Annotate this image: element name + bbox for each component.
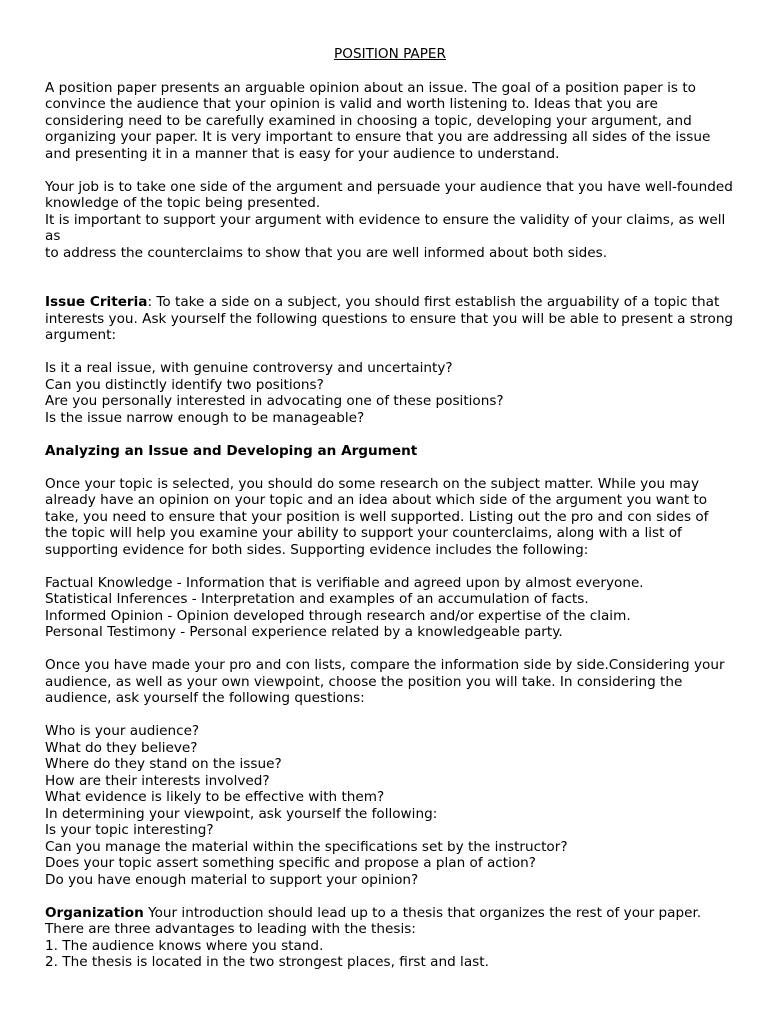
list-item: Are you personally interested in advocating one of these positions? — [45, 393, 504, 409]
list-item: Statistical Inferences - Interpretation and examples of an accumulation of facts. — [45, 591, 589, 607]
list-item: 2. The thesis is located in the two strongest places, first and last. — [45, 954, 489, 970]
list-item: In determining your viewpoint, ask yourself the following: — [45, 805, 438, 822]
organization-heading: Organization — [45, 904, 144, 921]
list-item: Can you distinctly identify two positions? — [45, 376, 324, 393]
list-item: 1. The audience knows where you stand. — [45, 937, 324, 954]
list-item: Factual Knowledge - Information that is verifiable and agreed upon by almost everyone. — [45, 574, 644, 591]
list-item: What do they believe? — [45, 739, 198, 756]
list-item: Where do they stand on the issue? — [45, 756, 282, 772]
list-item: Is it a real issue, with genuine controversy and uncertainty? — [45, 360, 453, 376]
support-line-1: It is important to support your argument with evidence to ensure the validity of your claims, as well as — [45, 211, 726, 244]
analyzing-paragraph: Once your topic is selected, you should do some research on the subject matter. While you may already have an opinion on your topic and an idea about which side of the argument you want to take, you need to ensure that your position is well supported. Listing out the pro and con sides of the topic will help you examine your ability to support your counterclaims, along with a list of supporting evidence for both sides. Supporting evidence includes the following: — [45, 475, 709, 558]
list-item: Who is your audience? — [45, 723, 200, 739]
list-item: Is the issue narrow enough to be manageable? — [45, 409, 365, 426]
analyzing-heading: Analyzing an Issue and Developing an Argument — [45, 442, 418, 459]
organization-paragraph — [45, 905, 735, 938]
page-title: POSITION PAPER — [334, 46, 446, 62]
list-item: Do you have enough material to support your opinion? — [45, 871, 419, 888]
document-page — [45, 46, 735, 971]
intro-paragraph: A position paper presents an arguable opinion about an issue. The goal of a position paper is to convince the audience that your opinion is valid and worth listening to. Ideas that you are considering need to be carefully examined in choosing a topic, developing your argument, and organizing your paper. It is very important to ensure that you are addressing all sides of the issue and presenting it in a manner that is easy for your audience to understand. — [45, 79, 711, 162]
support-line-2: to address the counterclaims to show that you are well informed about both sides. — [45, 244, 608, 261]
issue-criteria-text: : To take a side on a subject, you should first establish the arguability of a topic that interests you. Ask yourself the following questions to ensure that you will be able to present a strong argument: — [45, 294, 734, 343]
list-item: Can you manage the material within the specifications set by the instructor? — [45, 838, 568, 855]
compare-paragraph: Once you have made your pro and con lists, compare the information side by side.Considering your audience, as well as your own viewpoint, choose the position you will take. In considering the audience, ask yourself the following questions: — [45, 657, 725, 706]
list-item: How are their interests involved? — [45, 772, 270, 789]
organization-list — [45, 938, 735, 971]
list-item: Personal Testimony - Personal experience related by a knowledgeable party. — [45, 624, 563, 640]
issue-criteria-paragraph — [45, 294, 735, 344]
organization-text: Your introduction should lead up to a thesis that organizes the rest of your paper. There are three advantages to leading with the thesis: — [45, 904, 702, 937]
issue-questions-list — [45, 360, 735, 426]
job-paragraph: Your job is to take one side of the argument and persuade your audience that you have well-founded knowledge of the topic being presented. — [45, 178, 733, 211]
list-item: What evidence is likely to be effective with them? — [45, 789, 385, 805]
list-item: Is your topic interesting? — [45, 822, 214, 838]
list-item: Does your topic assert something specific and propose a plan of action? — [45, 855, 537, 871]
audience-questions-list — [45, 723, 735, 888]
list-item: Informed Opinion - Opinion developed through research and/or expertise of the claim. — [45, 607, 631, 624]
evidence-list — [45, 575, 735, 641]
issue-criteria-heading: Issue Criteria — [45, 294, 148, 310]
